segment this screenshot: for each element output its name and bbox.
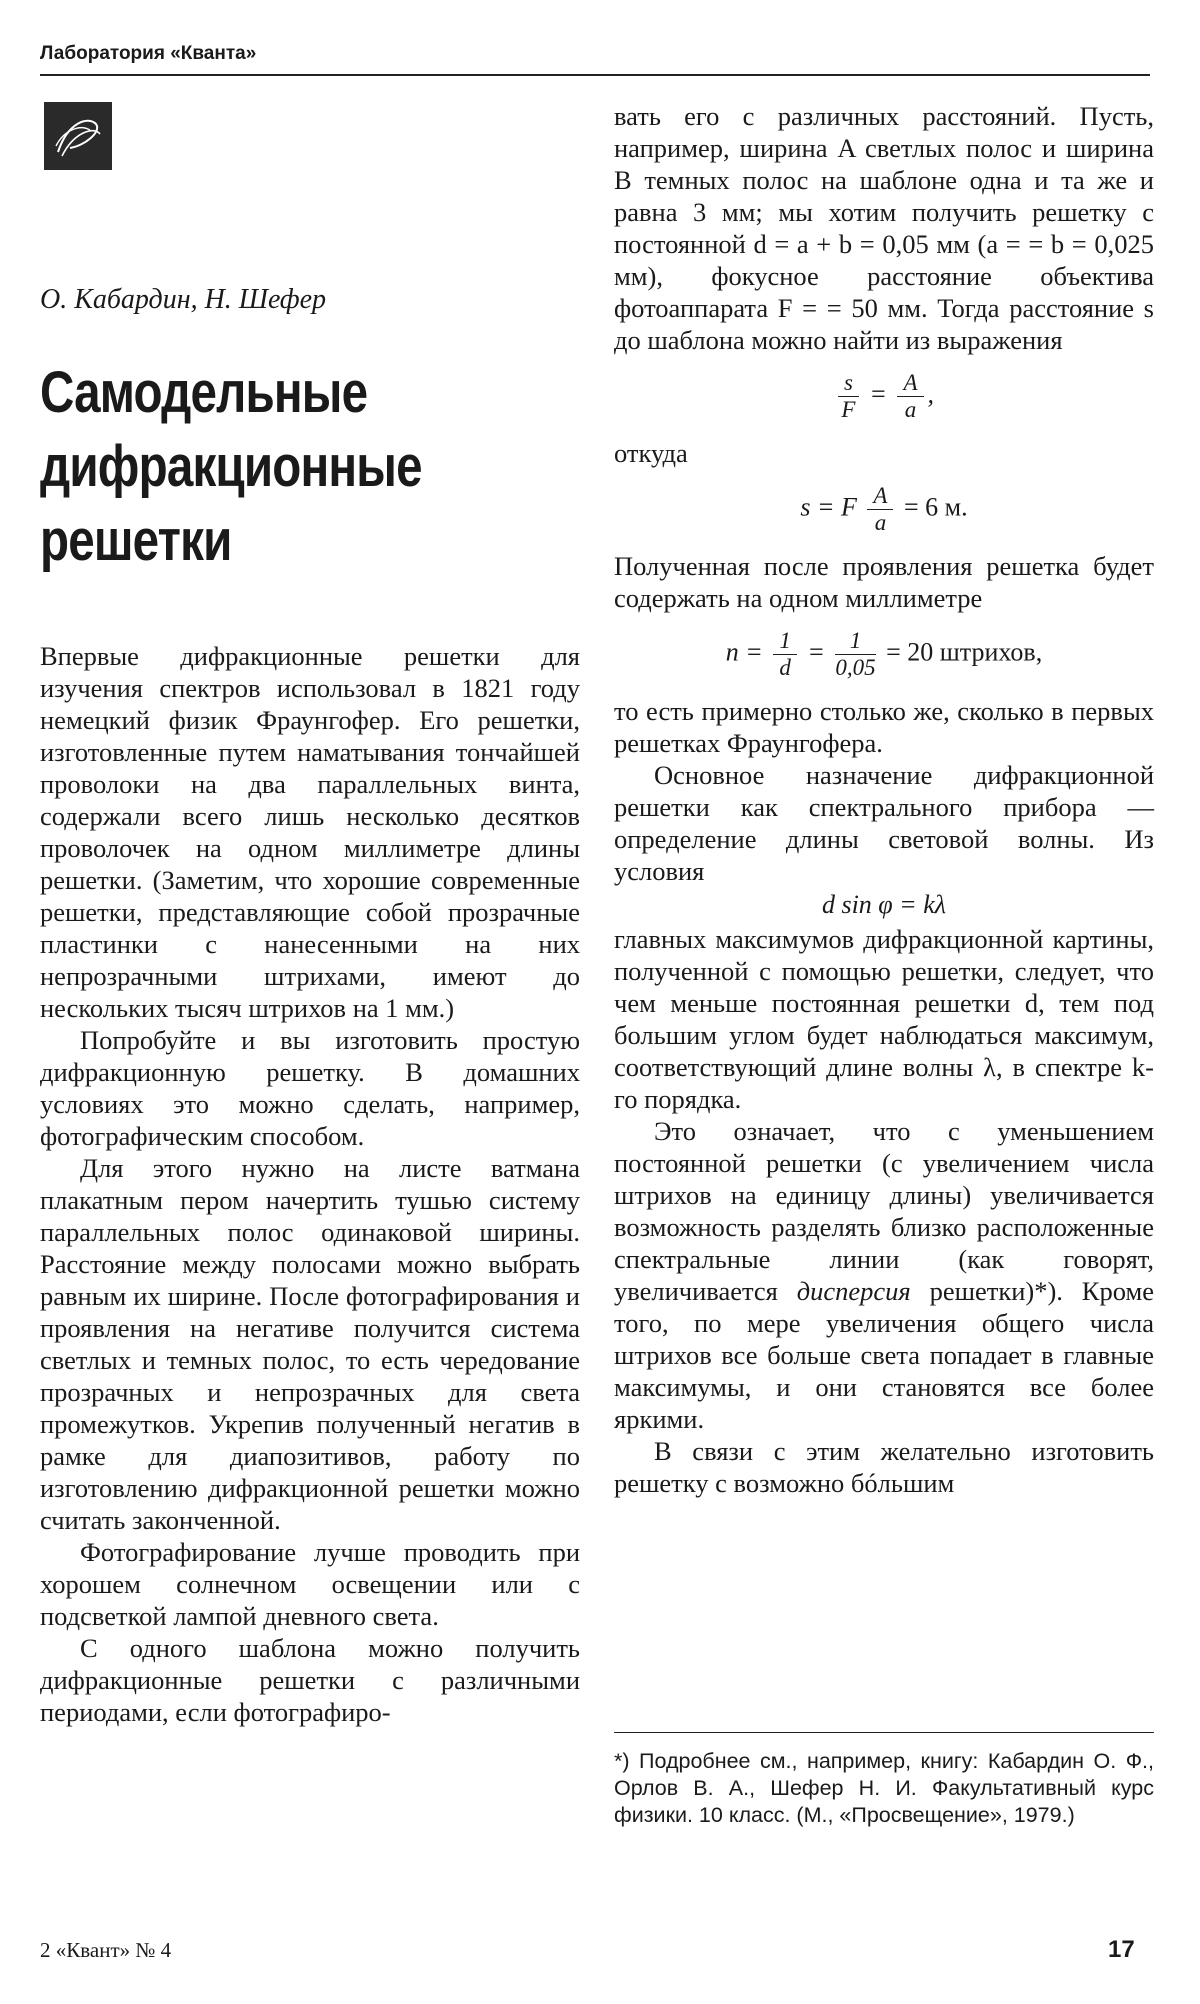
paragraph: Основное назначение дифракционной решетки как спектрального прибора — определение длины световой волны. Из условия xyxy=(614,760,1154,886)
article-authors: О. Кабардин, Н. Шефер xyxy=(40,284,327,315)
frac-den: 0,05 xyxy=(835,655,876,680)
emphasis-term: дисперсия xyxy=(796,1276,911,1306)
formula-grating: d sin φ = kλ xyxy=(821,890,947,919)
footnote-divider xyxy=(614,1732,1154,1733)
paragraph xyxy=(614,1115,1154,1435)
formula-part: = 20 штрихов, xyxy=(886,637,1043,667)
title-line: дифракционные xyxy=(40,434,422,499)
paragraph: В связи с этим желательно изготовить решетку с возможно бóльшим xyxy=(614,1436,1154,1498)
paragraph: С одного шаблона можно получить дифракционные решетки с различными периодами, если фотографиро- xyxy=(40,1633,580,1727)
left-column xyxy=(40,640,580,1728)
formula-lines xyxy=(614,628,1154,681)
frac-den: a xyxy=(874,510,887,535)
paragraph: вать его с различных расстояний. Пусть, например, ширина A светлых полос и ширина B темных полос на шаблоне одна и та же и равна 3 мм; мы хотим получить решетку с постоянной d = a + b = 0,05 мм (a = = b = 0,025 мм), фокусное расстояние объектива фотоаппарата F = = 50 мм. Тогда расстояние s до шаблона можно найти из выражения xyxy=(614,101,1154,355)
frac-num: A xyxy=(897,370,923,397)
frac-den: a xyxy=(904,397,917,422)
section-title: Лаборатория «Кванта» xyxy=(40,43,257,64)
page-number: 17 xyxy=(1108,1936,1135,1963)
paragraph: Полученная после проявления решетка будет содержать на одном миллиметре xyxy=(614,551,1154,613)
right-column xyxy=(614,100,1154,1499)
paragraph: Фотографирование лучше проводить при хорошем солнечном освещении или с подсветкой лампой дневного света. xyxy=(40,1537,580,1631)
paragraph: Попробуйте и вы изготовить простую дифракционную решетку. В домашних условиях это можно сделать, например, фотографическим способом. xyxy=(40,1025,580,1151)
paragraph: откуда xyxy=(614,438,688,468)
formula-distance xyxy=(614,483,1154,536)
footnote: *) Подробнее см., например, книгу: Кабардин О. Ф., Орлов В. А., Шефер Н. И. Факультативный курс физики. 10 класс. (М., «Просвещение», 1979.) xyxy=(614,1749,1154,1827)
frac-num: 1 xyxy=(835,628,875,655)
title-line: Самодельные xyxy=(40,360,368,425)
formula-part: = xyxy=(807,637,825,667)
text-run: Это означает, что с уменьшением постоянной решетки (с увеличением числа штрихов на единицу длины) увеличивается возможность разделять близко расположенные спектральные линии (как говорят, увеличивается xyxy=(614,1116,1154,1306)
formula-part: s = F xyxy=(800,492,857,522)
paragraph: Впервые дифракционные решетки для изучения спектров использовал в 1821 году немецкий физик Фраунгофер. Его решетки, изготовленные путем наматывания тончайшей проволоки на два параллельных винта, содержали всего лишь несколько десятков проволочек на одном миллиметре длины решетки. (Заметим, что хорошие современные решетки, представляющие собой прозрачные пластинки с нанесенными на них непрозрачными штрихами, имеют до нескольких тысяч штрихов на 1 мм.) xyxy=(40,641,580,1023)
paragraph: главных максимумов дифракционной картины, полученной с помощью решетки, следует, что чем меньше постоянная решетки d, тем под большим углом будет наблюдаться максимум, соответствующий длине волны λ, в спектре k-го порядка. xyxy=(614,924,1154,1114)
frac-den: d xyxy=(779,655,791,680)
section-logo-icon xyxy=(44,102,112,170)
signature-mark: 2 «Квант» № 4 xyxy=(40,1938,172,1962)
paragraph: то есть примерно столько же, сколько в первых решетках Фраунгофера. xyxy=(614,696,1154,758)
formula-part: = 6 м. xyxy=(903,492,968,522)
frac-num: A xyxy=(867,483,893,510)
formula-ratio: $\frac{s}{F}$ = $\frac{A}{a}$ , xyxy=(614,370,1154,423)
title-line: решетки xyxy=(40,508,232,573)
frac-den: F xyxy=(841,397,856,422)
frac-num: s xyxy=(838,370,859,397)
frac-num: 1 xyxy=(773,628,797,655)
paragraph: Для этого нужно на листе ватмана плакатным пером начертить тушью систему параллельных полос одинаковой ширины. Расстояние между полосами можно выбрать равным их ширине. После фотографирования и проявления на негативе получится система светлых и темных полос, то есть чередование прозрачных и непрозрачных для света промежутков. Укрепив полученный негатив в рамке для диапозитивов, работу по изготовлению дифракционной решетки можно считать законченной. xyxy=(40,1153,580,1535)
running-header xyxy=(40,40,1150,76)
article-title xyxy=(40,356,422,578)
text-run: решетки)*). Кроме того, по мере увеличения общего числа штрихов все больше света попадает в главные максимумы, и они становятся все более яркими. xyxy=(614,1276,1155,1434)
formula-part: n = xyxy=(725,637,763,667)
